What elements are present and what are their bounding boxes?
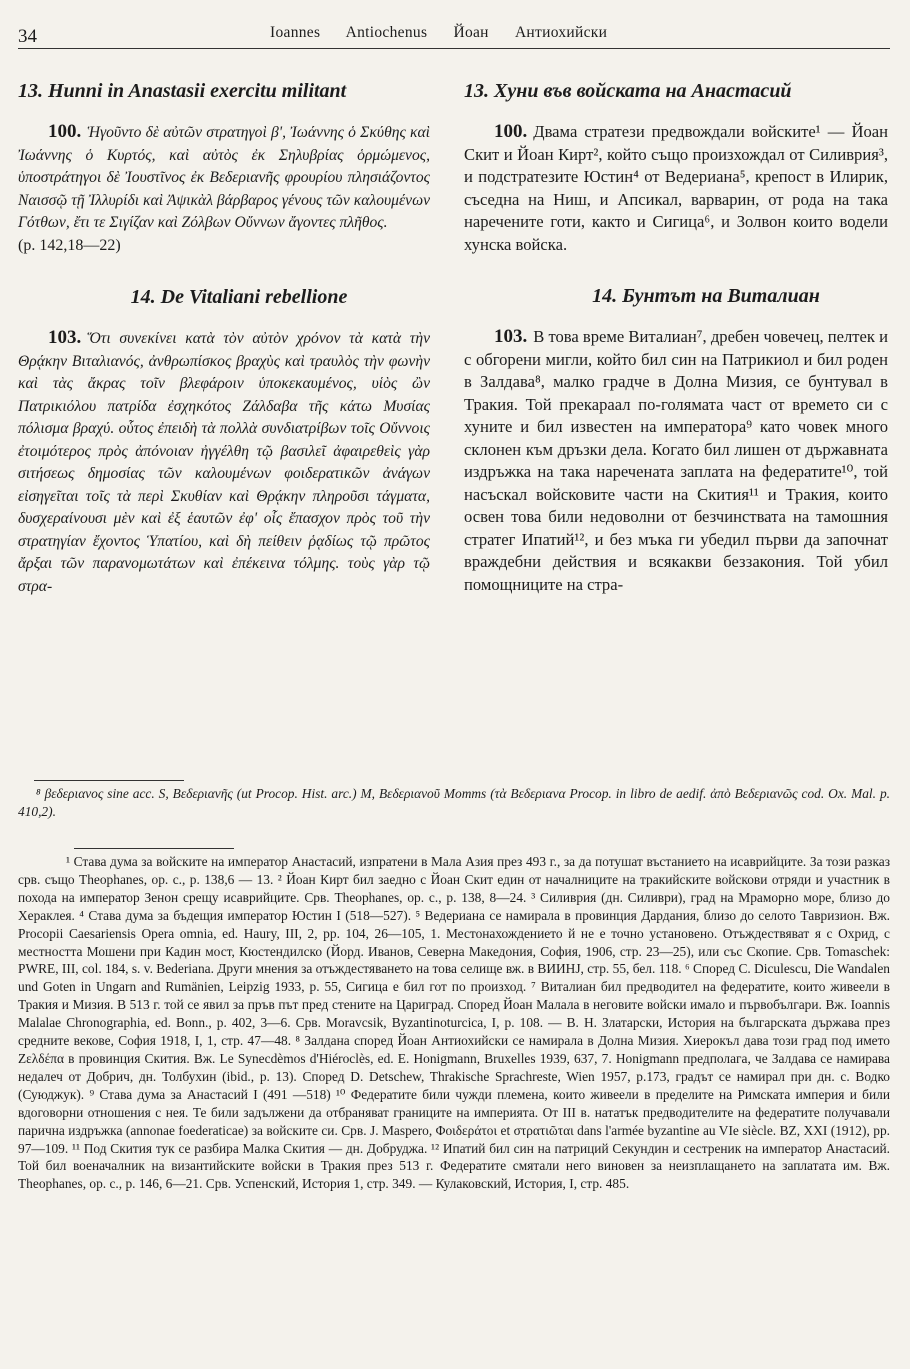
bulgarian-column <box>464 79 888 596</box>
paragraph-number: 103. <box>494 326 528 347</box>
section-heading-14-bulgarian: 14. Бунтът на Виталиан <box>592 285 820 307</box>
apparatus-rule <box>34 780 184 781</box>
greek-text: Ἡγοῦντο δὲ αὐτῶν στρατηγοὶ β', Ἰωάννης ὁ Σκύθης καὶ Ἰωάννης ὁ Κυρτός, καὶ αὐτὸς ἐκ Σηλυβρίας ὁρμώμενος, ὑποστράτηγοι δὲ Ἰουστῖνος ἐκ Βεδεριανῆς φρουρίου πλησιάζοντος Ναισσῷ τῇ Ἰλλυρίδι καὶ Ἀψικὰλ βάρβαρος γένους τῶν καλουμένων Γότθων, ἔτι τε Σιγίζαν καὶ Ζόλβων Οὔννων ἄγοντες πλῆθος. <box>18 124 430 231</box>
bulgarian-text: Двама стратези предвождали войските¹ — Йоан Скит и Йоан Кирт², който също произхождал от Силиврия³, и подстратезите Юстин⁴ от Ведериана⁵, крепост в Илирик, съседна на Ниш, и Апсикал, варварин, от рода на така наречените готи, както и Сигица⁶, и Золвон които водели хунска войска. <box>464 122 888 254</box>
apparatus-note: ⁸ βεδεριανος sine acc. S, Βεδεριανῆς (ut Procop. Hist. arc.) M, Βεδεριανοῦ Momms (τὰ Βεδεριανα Procop. in libro de aedif. ἀπὸ Βεδεριανῶς cod. Ox. Mal. p. 410,2). <box>18 786 890 819</box>
bulgarian-paragraph-100 <box>464 121 888 256</box>
bulgarian-paragraph-103 <box>464 326 888 596</box>
section-heading-13-bulgarian: 13. Хуни във войската на Анастасий <box>464 80 792 102</box>
page-number: 34 <box>18 26 37 47</box>
running-title: Ioannes Antiochenus Йоан Антиохийски <box>270 24 608 41</box>
two-column-body <box>18 79 890 784</box>
running-header <box>18 14 890 49</box>
bulgarian-text: В това време Виталиан⁷, дребен човечец, пелтек и с обгорени мигли, който бил син на Патрикиол и бил роден в Залдава⁸, малко градче в Долна Мизия, се бунтувал в Тракия. Той прекараал по-голямата част от времето си с хуните и бил известен на императора⁹ като човек много склонен към дръзки дела. Когато бил лишен от държавната издръжка на така наречената заплата на федератите¹⁰, той насъскал войсковите части на Скития¹¹ и Тракия, които освен това били недоволни от безчинствата на тамошния стратег Ипатий¹², и без мъка ги убедил първи да започнат враждебни действия и всякакви беззакония. Той убил помощниците на стра- <box>464 327 889 594</box>
footnote-rule <box>74 848 234 849</box>
paragraph-number: 103. <box>48 327 82 348</box>
footnotes <box>18 848 890 1193</box>
section-heading-13-latin: 13. Hunni in Anastasii exercitu militant <box>18 80 347 102</box>
greek-column <box>18 79 430 598</box>
section-heading-14-latin: 14. De Vitaliani rebellione <box>130 286 348 308</box>
critical-apparatus <box>18 780 890 821</box>
greek-paragraph-103 <box>18 327 430 598</box>
footnote-text: ¹ Става дума за войските на император Анастасий, изпратени в Мала Азия през 493 г., за да потушат въстанието на исаврийците. За този разказ срв. също Theophanes, op. c., p. 138,6 — 13. ² Йоан Кирт бил заедно с Йоан Скит един от началниците на тракийските войскови отряди и участник в похода на император Зенон срещу исаврийците. Срв. Theophanes, op. c., p. 138, 8—24. ³ Силиврия (дн. Силиври), град на Мраморно море, близо до Хераклея. ⁴ Става дума за бъдещия император Юстин I (518—527). ⁵ Ведериана се намирала в провинция Дардания, близо до селото Тавризион. Вж. Procopii Caesariensis Opera omnia, ed. Haury, III, 2, pp. 104, 26—105, 1. Местонахождението й не е точно установено. Отъждествяват я с Охрид, с местността Мошени при Кадин мост, Кюстендилско (Йорд. Иванов, Северна Македония, София, 1906, стр. 23—25), или със Скопие. Срв. Tomaschek: PWRE, III, col. 184, s. v. Bederiana. Други мнения за отъждестяването на това селище вж. в ВИИНЈ, стр. 55, бел. 118. ⁶ Според C. Diculescu, Die Wandalen und Goten in Ungarn and Rumänien, Leipzig 1933, p. 55, Сигица е бил гот по произход. ⁷ Виталиан бил предводител на федератите, които живеели в Тракия и Мизия. В 513 г. той се явил за пръв път пред стените на Цариград. Според Йоан Малала в неговите войски имало и първобългари. Вж. Ioannis Malalae Chronographia, ed. Bonn., p. 402, 3—6. Срв. Moravcsik, Byzantinoturcica, I, p. 108. — В. Н. Златарски, История на българската държава през средните векове, София 1918, I, 1, стр. 47—48. ⁸ Залдана според Йоан Антиохийски се намирала в Долна Мизия. Хиерокъл дава този град под името Ζελδέπα в провинция Скития. Вж. Le Synecdèmos d'Hiéroclès, ed. E. Honigmann, Bruxelles 1939, 637, 7. Honigmann предполага, че Залдава се намирава недалеч от Добрич, дн. Толбухин (ibid., p. 13). Според D. Detschew, Thrakische Sprachreste, Wien 1957, p.173, градът се намирал при дн. с. Водко (Суюджук). ⁹ Става дума за Анастасий I (491 —518) ¹⁰ Федератите били чужди племена, които живеели в пределите на Римската империя и били вдоговорни отношения с нея. Те били задължени да отбраняват границите на империята. От III в. нататък предводителите на федератите получавали парична издръжка (annonae foederaticae) за войските си. Срв. J. Maspero, Φοιδεράτοι et στρατιῶται dans l'armée byzantine au VIe siècle. BZ, XXI (1912), pp. 97—109. ¹¹ Под Скития тук се разбира Малка Скития — дн. Добруджа. ¹² Ипатий бил син на патриций Секундин и сестреник на император Анастасий. Той бил военачалник на византийските войски в Тракия през 513 г. Федератите смятали него виновен за неизплащането на заплатата им. Вж. Theophanes, op. c., p. 146, 6—21. Срв. Успенский, История 1, стр. 349. — Кулаковский, История, I, стр. 485. <box>18 854 890 1192</box>
greek-text: Ὅτι συνεκίνει κατὰ τὸν αὐτὸν χρόνον τὰ κατὰ τὴν Θρᾴκην Βιταλιανός, ἀνθρωπίσκος βραχὺς καὶ τραυλὸς τὴν φωνὴν καὶ τὰς ἄκρας τοῖν βλεφάροιν ὑποκεκαυμένος, υἱὸς ὢν Πατρικιόλου πατρίδα ἐσχηκότος Ζάλδαβα τῆς κάτω Μυσίας πόλισμα βραχύ. οὗτος ἐπειδὴ τὰ πολλὰ συνδιατρίβων τοῖς Οὔννοις ἐτοιμότερος πρὸς ἀπόνοιαν ἠγγέλθη τῷ βασιλεῖ ἀφαιρεθεὶς γὰρ σιτήσεως δημοσίας τῶν καλουμένων φοιδερατικῶν ἀνάγων εἰσηγεῖται τοῖς τὰ περὶ Σκυθίαν καὶ Θρᾴκην πληροῦσι τάγματα, δυσχεραίνουσι μὲν καὶ ἐξ ἑαυτῶν ἐφ' οἷς ἔπασχον πρὸς τοῦ τὴν στρατηγίαν ἔχοντος Ὑπατίου, καὶ δὴ πείθειν ῥᾳδίως τῷ πρῶτος ἄρξαι τῶν παρανομωτάτων καὶ ἐπέκεινα τόλμης. τοὺς γὰρ τῷ στρα- <box>18 330 430 595</box>
page-reference: (p. 142,18—22) <box>18 236 121 254</box>
greek-paragraph-100 <box>18 121 430 257</box>
paragraph-number: 100. <box>494 121 528 142</box>
paragraph-number: 100. <box>48 121 82 142</box>
